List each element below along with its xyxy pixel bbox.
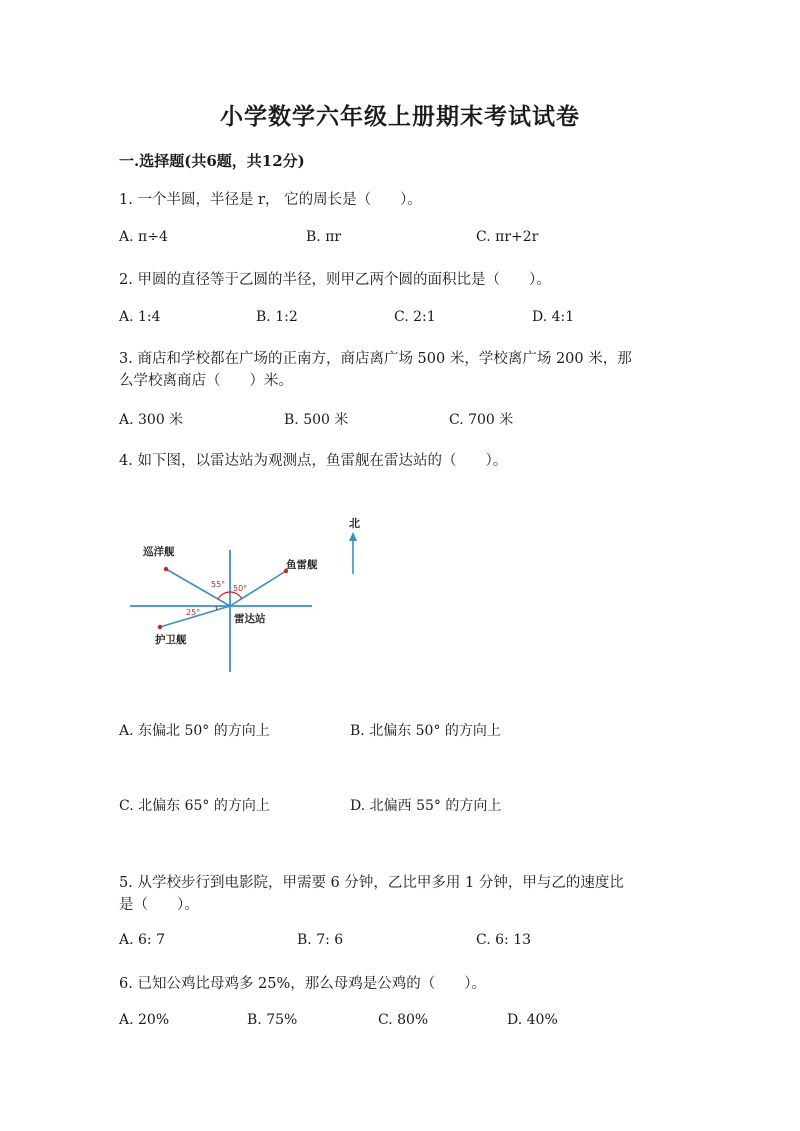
angle-label-25: 25°: [186, 608, 201, 617]
escort-label: 护卫舰: [155, 634, 187, 646]
question-2-option-a: A. 1:4: [119, 309, 161, 325]
escort-dot: [158, 625, 162, 629]
question-4-option-b: B. 北偏东 50° 的方向上: [350, 723, 501, 739]
angle-label-50: 50°: [233, 584, 248, 593]
question-5-option-b: B. 7: 6: [297, 932, 344, 948]
north-arrow-head: [349, 532, 357, 541]
question-3-option-b: B. 500 米: [284, 412, 349, 428]
torpedo-label: 鱼雷舰: [286, 559, 318, 571]
angle-arc-55: [218, 592, 230, 599]
question-5-stem-line1: 5. 从学校步行到电影院，甲需要 6 分钟，乙比甲多用 1 分钟，甲与乙的速度比: [119, 875, 624, 891]
question-6-stem: 6. 已知公鸡比母鸡多 25%，那么母鸡是公鸡的（ ）。: [119, 976, 487, 992]
question-3-stem-line1: 3. 商店和学校都在广场的正南方，商店离广场 500 米，学校离广场 200 米，那: [119, 351, 632, 367]
question-5-option-a: A. 6: 7: [119, 932, 165, 948]
question-6-option-c: C. 80%: [378, 1012, 429, 1028]
question-2-stem: 2. 甲圆的直径等于乙圆的半径，则甲乙两个圆的面积比是（ ）。: [119, 272, 551, 288]
question-1-option-a: A. π÷4: [119, 229, 168, 245]
question-4-option-d: D. 北偏西 55° 的方向上: [350, 798, 502, 814]
question-6-option-d: D. 40%: [507, 1012, 558, 1028]
question-6-option-a: A. 20%: [119, 1012, 170, 1028]
question-6-option-b: B. 75%: [247, 1012, 298, 1028]
question-5-option-c: C. 6: 13: [476, 932, 532, 948]
question-3-option-a: A. 300 米: [119, 412, 184, 428]
angle-label-55: 55°: [211, 580, 226, 589]
angle-arc-50: [230, 592, 242, 599]
page-title: 小学数学六年级上册期末考试试卷: [220, 103, 580, 130]
question-2-option-b: B. 1:2: [256, 309, 298, 325]
section-heading: 一.选择题(共6题，共12分): [119, 152, 305, 170]
question-4-option-a: A. 东偏北 50° 的方向上: [119, 723, 270, 739]
question-1-option-c: C. πr+2r: [476, 229, 539, 245]
question-2-option-c: C. 2:1: [394, 309, 436, 325]
question-3-stem-line2: 么学校离商店（ ）米。: [119, 373, 293, 389]
question-4-stem: 4. 如下图，以雷达站为观测点，鱼雷舰在雷达站的（ ）。: [119, 453, 508, 469]
cruiser-dot: [164, 567, 168, 571]
question-5-stem-line2: 是（ ）。: [119, 897, 199, 913]
north-label: 北: [349, 517, 360, 530]
radar-label: 雷达站: [234, 613, 266, 625]
question-1-stem: 1. 一个半圆，半径是 r， 它的周长是（ ）。: [119, 192, 422, 208]
question-1-option-b: B. πr: [306, 229, 342, 245]
question-2-option-d: D. 4:1: [532, 309, 575, 325]
question-4-option-c: C. 北偏东 65° 的方向上: [119, 798, 270, 814]
cruiser-label: 巡洋舰: [143, 546, 175, 558]
question-3-option-c: C. 700 米: [449, 412, 514, 428]
radar-direction-diagram: [120, 510, 380, 685]
